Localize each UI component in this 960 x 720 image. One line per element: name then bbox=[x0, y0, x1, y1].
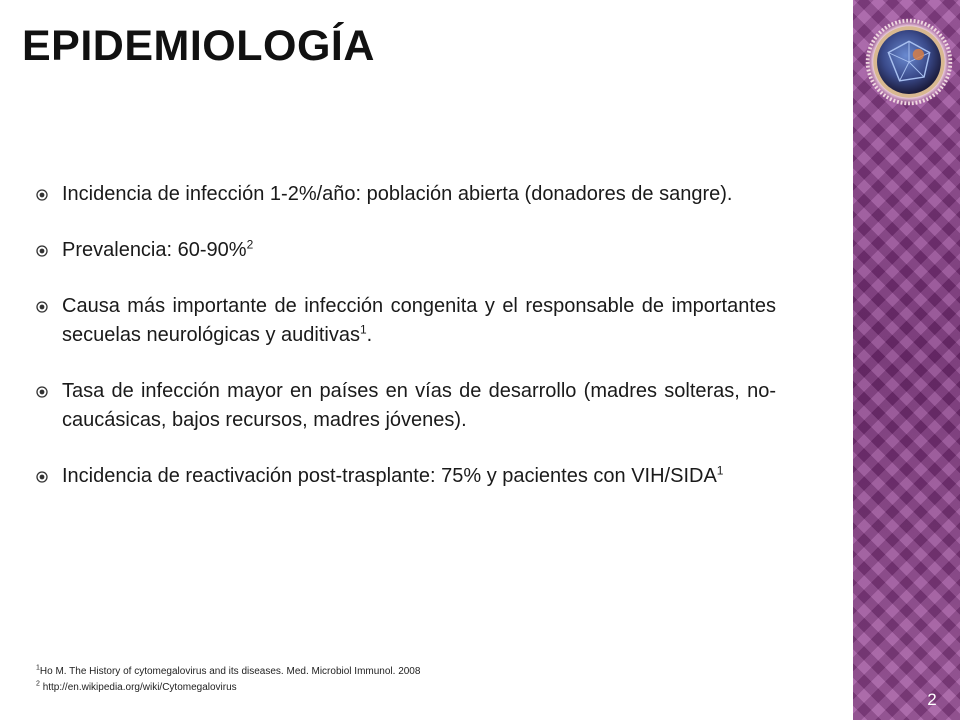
bullet-list bbox=[36, 180, 776, 518]
footnote-text: Ho M. The History of cytomegalovirus and its diseases. Med. Microbiol Immunol. 2008 bbox=[39, 666, 421, 677]
bullet-item-reactivacion bbox=[36, 462, 776, 491]
citation-superscript: 1 bbox=[716, 463, 724, 478]
bullet-text: Incidencia de reactivación post-trasplante: 75% y pacientes con VIH/SIDA bbox=[62, 465, 717, 487]
footnote-marker: 1 bbox=[36, 664, 40, 672]
bullet-text: Causa más importante de infección congenita y el responsable de importantes secuelas neurológicas y auditivas bbox=[62, 295, 776, 346]
citation-superscript: 2 bbox=[246, 237, 254, 252]
target-bullet-icon bbox=[36, 301, 48, 313]
footnote-marker: 2 bbox=[36, 680, 40, 688]
target-bullet-icon bbox=[36, 471, 48, 483]
slide-title: EPIDEMIOLOGÍA bbox=[22, 22, 375, 70]
footnote-2 bbox=[36, 680, 636, 696]
citation-superscript: 1 bbox=[359, 322, 367, 337]
footnotes bbox=[36, 664, 636, 696]
bullet-item-incidencia bbox=[36, 180, 776, 209]
bullet-item-causa bbox=[36, 292, 776, 350]
bullet-item-prevalencia bbox=[36, 236, 776, 265]
page-number: 2 bbox=[927, 690, 937, 709]
target-bullet-icon bbox=[36, 386, 48, 398]
bullet-text: Incidencia de infección 1-2%/año: población abierta (donadores de sangre). bbox=[62, 183, 733, 205]
bullet-text-tail: . bbox=[366, 324, 373, 346]
footnote-1 bbox=[36, 664, 636, 680]
bullet-text: Tasa de infección mayor en países en vías de desarrollo (madres solteras, no-caucásicas, bajos recursos, madres jóvenes). bbox=[62, 380, 776, 431]
footnote-link[interactable]: http://en.wikipedia.org/wiki/Cytomegalovirus bbox=[42, 682, 237, 693]
cytomegalovirus-virion-icon bbox=[862, 15, 956, 109]
target-bullet-icon bbox=[36, 189, 48, 201]
bullet-item-tasa bbox=[36, 377, 776, 435]
bullet-text: Prevalencia: 60-90% bbox=[62, 239, 247, 261]
target-bullet-icon bbox=[36, 245, 48, 257]
